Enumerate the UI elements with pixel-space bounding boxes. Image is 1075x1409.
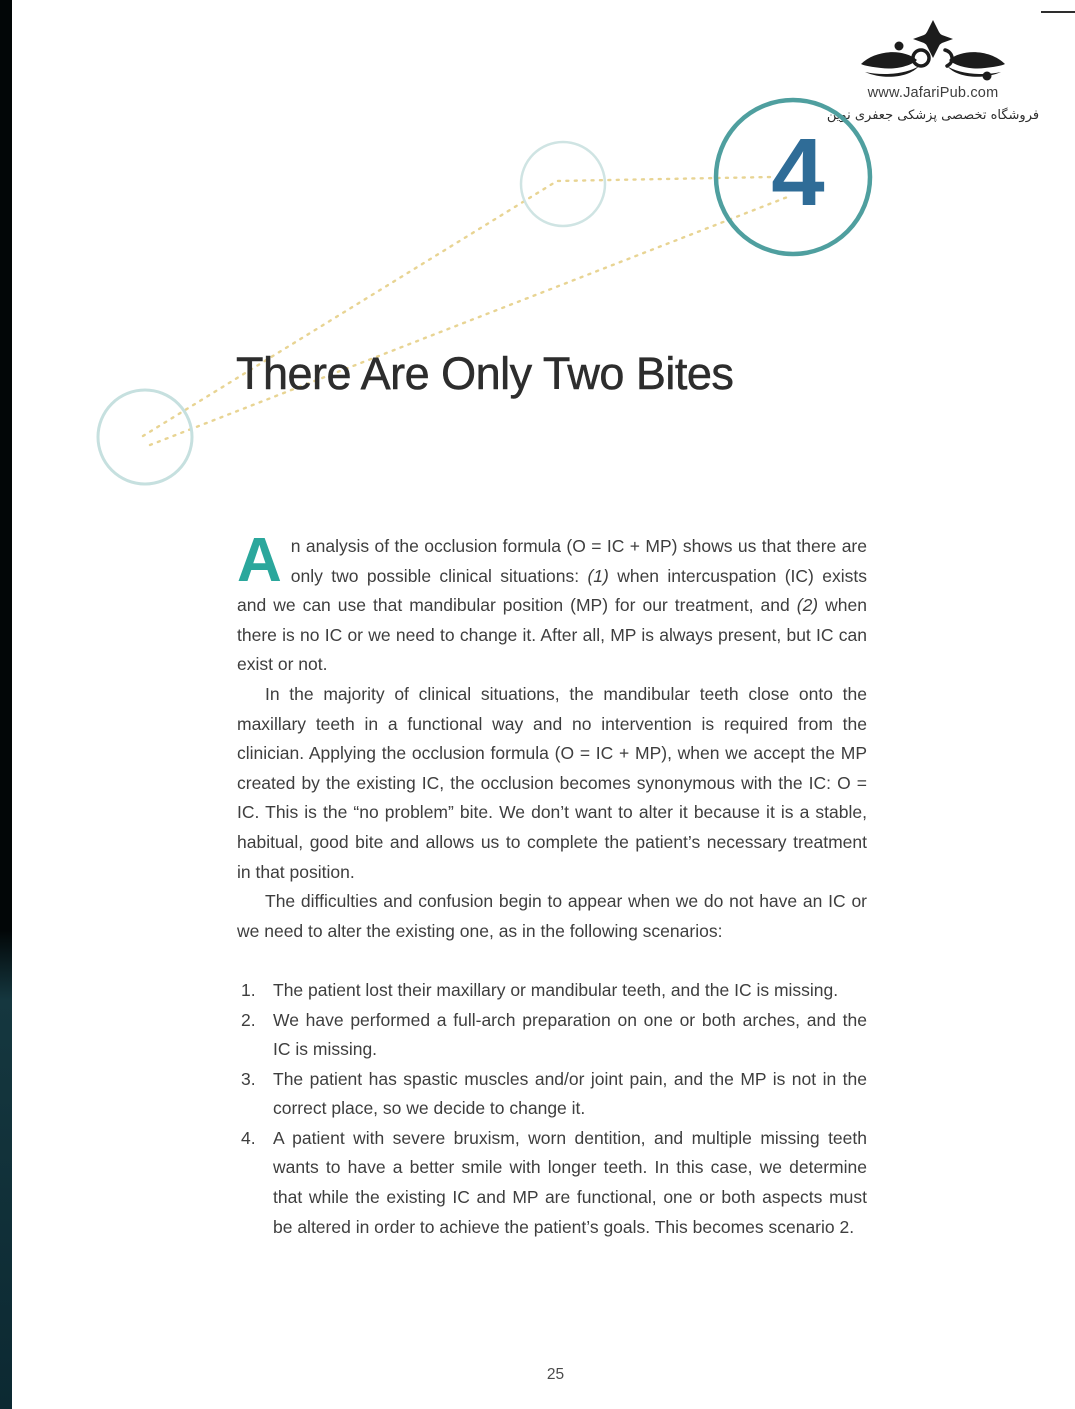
page-number: 25 [546, 1366, 565, 1383]
chapter-number: 4 [771, 119, 823, 226]
list-item [237, 1006, 867, 1065]
list-item-number: 4. [241, 1127, 256, 1148]
paragraph-1 [237, 526, 867, 680]
list-item [237, 976, 867, 1006]
paragraph-3: The difficulties and confusion begin to appear when we do not have an IC or we need to alter the existing one, as in the following scenarios: [237, 891, 867, 941]
dropcap-letter: A [237, 526, 282, 595]
chapter-title: There Are Only Two Bites [236, 348, 734, 399]
list-item-text: We have performed a full-arch preparation on one or both arches, and the IC is missing. [273, 1009, 867, 1060]
list-item-number: 2. [241, 1009, 256, 1030]
scenario-list [237, 976, 867, 1242]
list-item [237, 1124, 867, 1242]
dotted-connector-lower [150, 196, 790, 445]
list-item-text: The patient has spastic muscles and/or joint pain, and the MP is not in the correct place, so we decide to change it. [273, 1068, 867, 1119]
publisher-url: www.JafariPub.com [867, 85, 999, 101]
list-item-number: 3. [241, 1068, 256, 1089]
small-circle-left [98, 390, 192, 484]
paragraph-2: In the majority of clinical situations, the mandibular teeth close onto the maxillary teeth in a functional way and no intervention is required from the clinician. Applying the occlusion formula (O = IC + MP), when we accept the MP created by the existing IC, the occlusion becomes synonymous with the IC: O = IC. This is the “no problem” bite. We don’t want to alter it because it is a stable, habitual, good bite and allows us to complete the patient’s necessary treatment in that position. [237, 683, 867, 882]
paragraph-1-text: n analysis of the occlusion formula (O = IC + MP) shows us that there are only two possible clinical situations: (1) when intercuspation (IC) exists and we can use that mandibular position (MP) for our treatment, and (2) when there is no IC or we need to change it. After all, MP is always present, but IC can exist or not. [237, 536, 867, 675]
list-item-text: The patient lost their maxillary or mandibular teeth, and the IC is missing. [273, 979, 839, 1000]
chapter-decoration [0, 0, 1075, 540]
list-item [237, 1065, 867, 1124]
publisher-tagline-farsi: فروشگاه تخصصی پزشکی جعفری نوین [826, 108, 1040, 123]
list-item-text: A patient with severe bruxism, worn dentition, and multiple missing teeth wants to have a better smile with longer teeth. In this case, we determine that while the existing IC and MP are functional, one or both aspects must be altered in order to achieve the patient’s goals. This becomes scenario 2. [273, 1127, 867, 1237]
body-text [237, 526, 867, 1242]
small-circle-top [521, 142, 605, 226]
list-item-number: 1. [241, 979, 256, 1000]
